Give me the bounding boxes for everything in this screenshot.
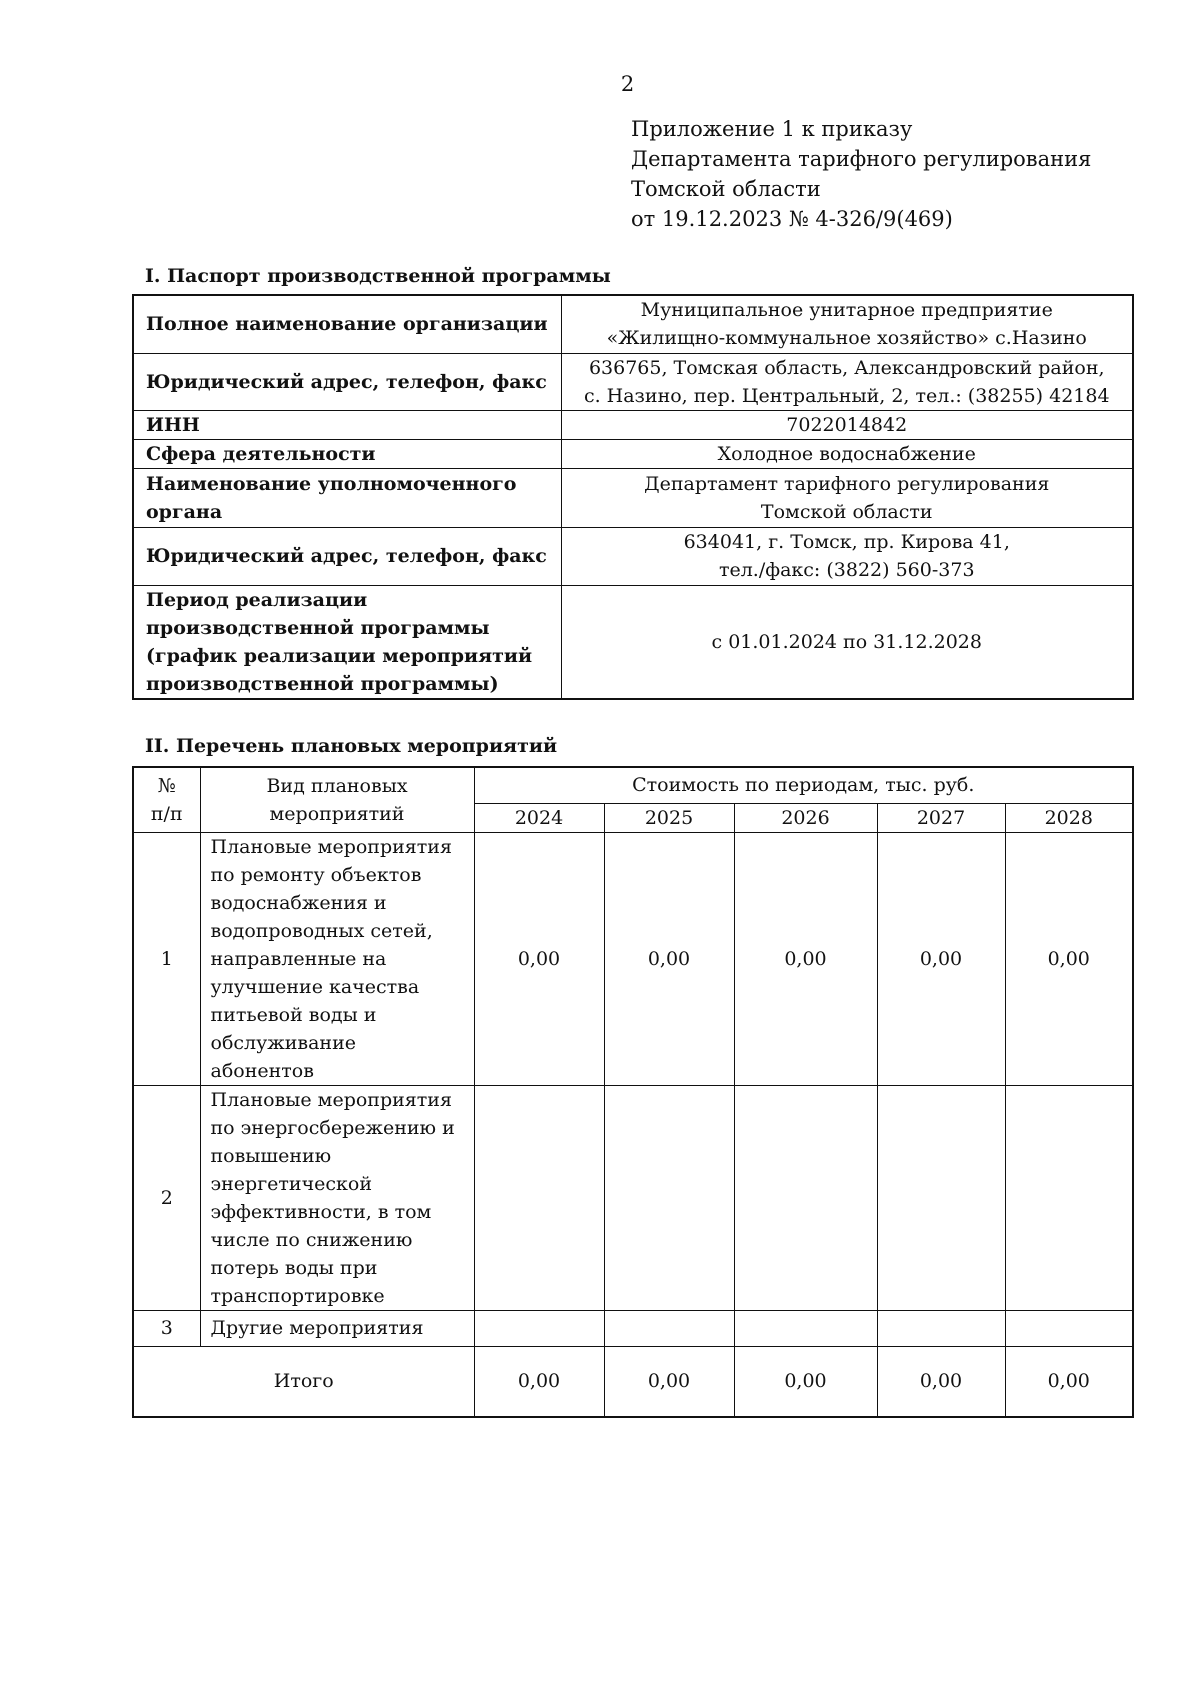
desc-line: водоснабжения и (210, 891, 387, 914)
value-line: с 01.01.2024 по 31.12.2028 (711, 630, 982, 653)
total-cell: 0,00 (877, 1346, 1005, 1417)
total-label: Итого (133, 1346, 474, 1417)
cost-cell (734, 1085, 877, 1310)
passport-value (561, 527, 1133, 585)
header-num (133, 767, 200, 832)
total-cell: 0,00 (1005, 1346, 1133, 1417)
table-row (133, 295, 1133, 353)
desc-line: Плановые мероприятия (210, 835, 452, 858)
appendix-line: Департамента тарифного регулирования (631, 147, 1092, 171)
table-row (133, 410, 1133, 439)
passport-label (133, 585, 561, 699)
desc-line: по ремонту объектов (210, 863, 422, 886)
table-row (133, 527, 1133, 585)
desc-line: питьевой воды и (210, 1003, 377, 1026)
cost-cell (1005, 1310, 1133, 1346)
total-cell: 0,00 (604, 1346, 734, 1417)
table-row (133, 439, 1133, 468)
table-row (133, 832, 1133, 1085)
value-line: Томской области (760, 500, 933, 523)
desc-line: Другие мероприятия (210, 1317, 424, 1339)
value-line: 7022014842 (786, 413, 908, 436)
cost-cell (604, 1310, 734, 1346)
value-line: Департамент тарифного регулирования (644, 472, 1050, 495)
cost-cell (1005, 1085, 1133, 1310)
cost-cell: 0,00 (604, 832, 734, 1085)
label-line: производственной программы (146, 616, 490, 639)
cost-cell: 0,00 (877, 832, 1005, 1085)
label-line: органа (146, 500, 223, 523)
label-line: производственной программы) (146, 672, 499, 695)
header-line: п/п (150, 802, 183, 825)
value-line: 634041, г. Томск, пр. Кирова 41, (683, 531, 1010, 553)
cost-cell (877, 1085, 1005, 1310)
passport-label: Юридический адрес, телефон, факс (133, 527, 561, 585)
passport-value (561, 353, 1133, 410)
desc-line: транспортировке (210, 1284, 385, 1307)
passport-label: Полное наименование организации (133, 295, 561, 353)
header-line: мероприятий (269, 802, 405, 825)
passport-label (133, 468, 561, 527)
activity-description (200, 1310, 474, 1346)
desc-line: энергетической (210, 1172, 373, 1195)
cost-cell (474, 1310, 604, 1346)
header-year: 2028 (1005, 803, 1133, 832)
passport-value (561, 410, 1133, 439)
desc-line: абонентов (210, 1059, 314, 1082)
page-number: 2 (620, 72, 635, 96)
header-cost: Стоимость по периодам, тыс. руб. (474, 767, 1133, 803)
passport-label: ИНН (133, 410, 561, 439)
value-line: 636765, Томская область, Александровский район, (588, 356, 1105, 379)
table-row (133, 1085, 1133, 1310)
header-year: 2025 (604, 803, 734, 832)
desc-line: водопроводных сетей, (210, 919, 433, 942)
header-activity-type (200, 767, 474, 832)
section-1-title: I. Паспорт производственной программы (145, 265, 611, 287)
label-line: Наименование уполномоченного (146, 472, 517, 495)
desc-line: числе по снижению (210, 1228, 413, 1251)
appendix-line: Томской области (631, 177, 821, 201)
appendix-reference (631, 114, 1091, 234)
value-line: с. Назино, пер. Центральный, 2, тел.: (38255) 42184 (583, 384, 1110, 407)
desc-line: Плановые мероприятия (210, 1088, 452, 1111)
appendix-line: Приложение 1 к приказу (631, 117, 913, 141)
passport-label: Сфера деятельности (133, 439, 561, 468)
cost-cell: 0,00 (1005, 832, 1133, 1085)
label-line: Период реализации (146, 588, 368, 611)
label-line: (график реализации мероприятий (146, 644, 533, 667)
table-row (133, 1310, 1133, 1346)
header-year: 2026 (734, 803, 877, 832)
table-row (133, 585, 1133, 699)
total-cell: 0,00 (734, 1346, 877, 1417)
desc-line: по энергосбережению и (210, 1116, 455, 1139)
desc-line: улучшение качества (210, 975, 420, 998)
cost-cell: 0,00 (734, 832, 877, 1085)
value-line: Муниципальное унитарное предприятие (640, 299, 1053, 322)
total-row (133, 1346, 1133, 1417)
passport-value (561, 468, 1133, 527)
table-row (133, 468, 1133, 527)
desc-line: направленные на (210, 947, 387, 970)
value-line: Холодное водоснабжение (717, 442, 976, 465)
cost-cell: 0,00 (474, 832, 604, 1085)
total-cell: 0,00 (474, 1346, 604, 1417)
row-number: 1 (133, 832, 200, 1085)
section-2-title: II. Перечень плановых мероприятий (145, 735, 558, 757)
cost-cell (474, 1085, 604, 1310)
passport-value (561, 439, 1133, 468)
cost-cell (734, 1310, 877, 1346)
header-year: 2027 (877, 803, 1005, 832)
header-line: Вид плановых (266, 774, 408, 797)
cost-cell (604, 1085, 734, 1310)
desc-line: потерь воды при (210, 1256, 378, 1279)
table-header-row (133, 767, 1133, 803)
desc-line: обслуживание (210, 1031, 357, 1054)
passport-value (561, 585, 1133, 699)
desc-line: эффективности, в том (210, 1200, 432, 1223)
activity-description (200, 832, 474, 1085)
row-number: 2 (133, 1085, 200, 1310)
cost-cell (877, 1310, 1005, 1346)
header-line: № (157, 774, 176, 797)
desc-line: повышению (210, 1144, 332, 1167)
activity-description (200, 1085, 474, 1310)
planned-activities-table (132, 766, 1134, 1418)
table-row (133, 353, 1133, 410)
row-number: 3 (133, 1310, 200, 1346)
appendix-line: от 19.12.2023 № 4-326/9(469) (631, 207, 953, 231)
value-line: тел./факс: (3822) 560-373 (718, 559, 975, 581)
passport-label: Юридический адрес, телефон, факс (133, 353, 561, 410)
passport-value (561, 295, 1133, 353)
header-year: 2024 (474, 803, 604, 832)
value-line: «Жилищно-коммунальное хозяйство» с.Назино (606, 327, 1087, 350)
passport-table (132, 294, 1134, 700)
